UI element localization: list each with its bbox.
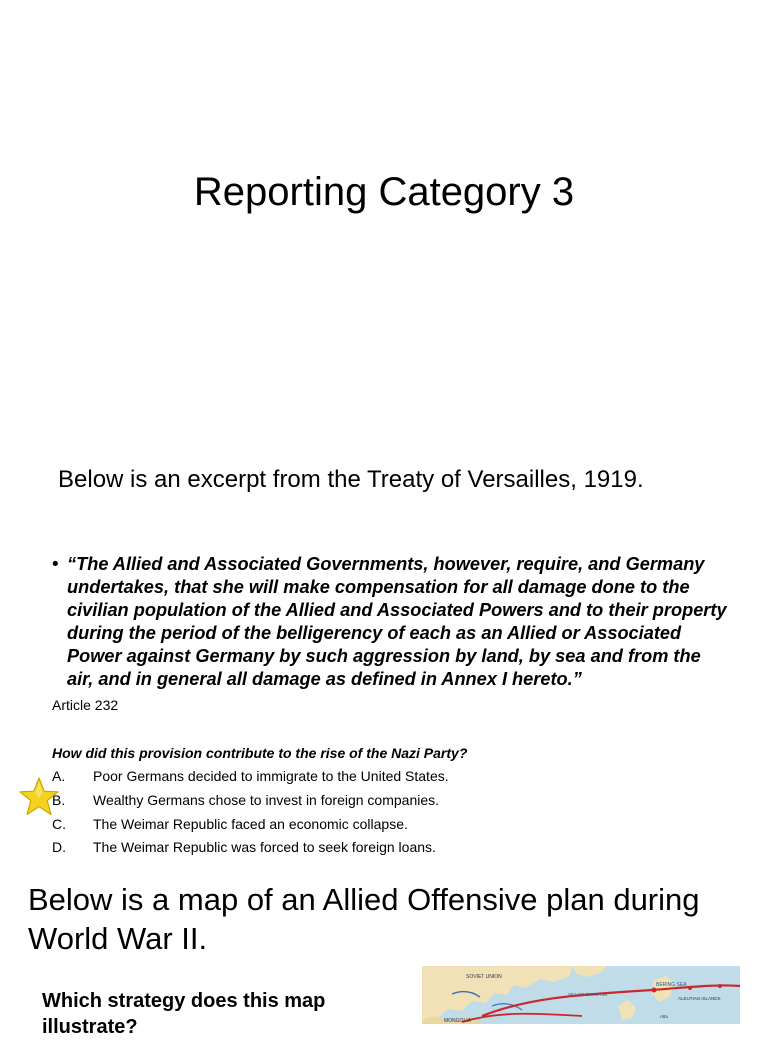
option-text: Poor Germans decided to immigrate to the United States.: [93, 768, 449, 784]
map-heading: Below is a map of an Allied Offensive plan during World War II.: [28, 882, 700, 956]
question-text: How did this provision contribute to the rise of the Nazi Party?: [52, 745, 468, 761]
star-icon: [18, 776, 60, 818]
map-question: Which strategy does this map illustrate?: [42, 990, 326, 1038]
option-text: The Weimar Republic was forced to seek foreign loans.: [93, 839, 436, 855]
bullet: •: [52, 554, 59, 575]
option-text: Wealthy Germans chose to invest in foreign companies.: [93, 792, 440, 808]
map-label: SOVIET UNION: [466, 974, 502, 980]
option-letter: B.: [52, 792, 66, 808]
map-label: ALEUTIAN ISLANDS: [678, 996, 721, 1001]
slide-title: Reporting Category 3: [193, 170, 575, 214]
option-letter: C.: [52, 816, 66, 832]
excerpt-intro: Below is an excerpt from the Treaty of Versailles, 1919.: [58, 466, 644, 493]
map-image: [422, 966, 740, 1024]
treaty-quote: “The Allied and Associated Governments, however, require, and Germany undertakes, that she will make compensation for all damage done to the civilian population of the Allied and Associated Powers and to their property during the period of the belligerency of each as an Allied or Associated Power against Germany by such aggression by land, by sea and from the air, and in general all damage as defined in Annex I hereto.”: [67, 554, 727, 689]
option-text: The Weimar Republic faced an economic collapse.: [93, 816, 408, 832]
option-letter: D.: [52, 839, 66, 855]
allied-offensive-map: [422, 966, 740, 1024]
option-letter: A.: [52, 768, 66, 784]
map-label: Attu: [660, 1014, 669, 1019]
map-label: MONGOLIA: [444, 1018, 471, 1024]
article-citation: Article 232: [52, 697, 119, 713]
map-label: SEA OF OKHOTSK: [568, 992, 608, 997]
map-label: BERING SEA: [656, 982, 687, 988]
